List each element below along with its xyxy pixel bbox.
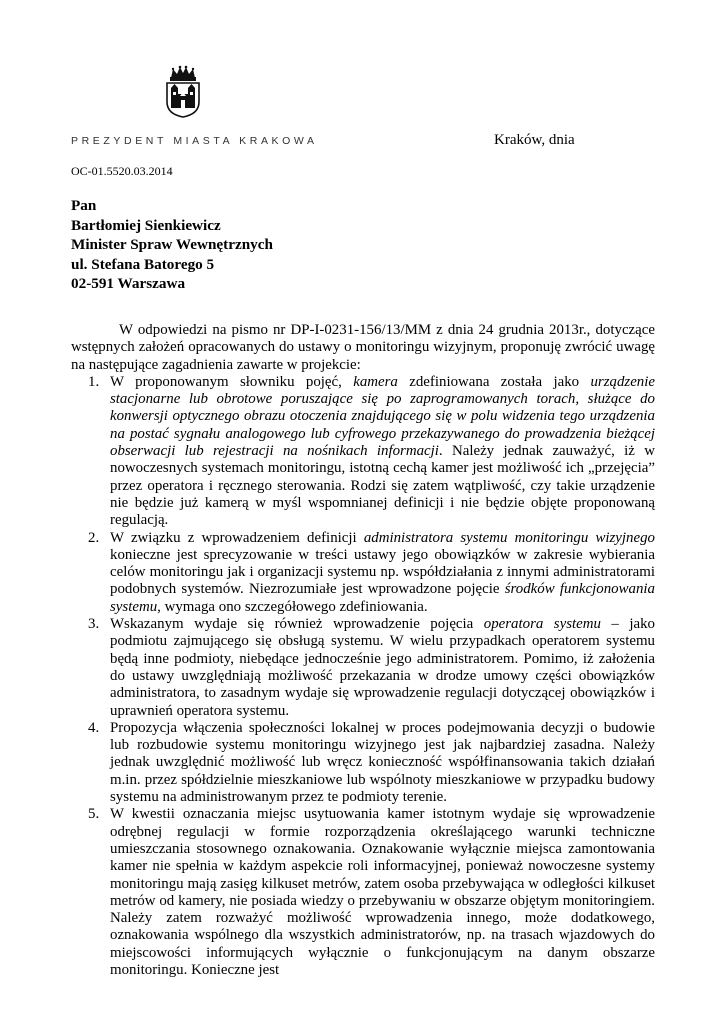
- addressee-city: 02-591 Warszawa: [71, 275, 186, 292]
- office-name: PREZYDENT MIASTA KRAKOWA: [71, 135, 318, 147]
- list-item: [71, 530, 655, 616]
- list-item: [71, 720, 655, 806]
- item-term: operatora systemu: [483, 616, 601, 633]
- addressee-name: Bartłomiej Sienkiewicz: [71, 216, 221, 234]
- item-text: konieczne jest sprecyzowanie w treści ustawy jego obowiązków w zakresie wybierania celów monitoringu jak i organizacji systemu np. współdziałania z innymi administratorami podobnych systemów. Niezrozumiałe jest wprowadzone pojęcie: [110, 546, 655, 598]
- item-term: środków funkcjonowania systemu: [110, 581, 655, 615]
- item-term: administratora systemu monitoringu wizyjnego: [363, 529, 655, 546]
- list-item: [71, 616, 655, 720]
- item-text: , wymaga ono szczegółowego zdefiniowania.: [157, 598, 428, 615]
- letter-body: [71, 322, 655, 979]
- item-text: – jako podmiotu zajmującego się obsługą systemu. W wielu przypadkach operatorem systemu będą inne podmioty, niebędące jednocześnie jego administratorem. Pomimo, iż założenia do ustawy uwzględniają możliwość przekazania w drodze umowy części obowiązków administratora, to zasadnym wydaje się wprowadzenie regulacji dotyczącej obowiązków i uprawnień operatora systemu.: [110, 616, 655, 719]
- item-text: zdefiniowana została jako: [397, 373, 591, 390]
- item-term: kamera: [353, 373, 398, 390]
- addressee-street: ul. Stefana Batorego 5: [71, 255, 215, 273]
- list-item: [71, 806, 655, 979]
- intro-paragraph: W odpowiedzi na pismo nr DP-I-0231-156/13/MM z dnia 24 grudnia 2013r., dotyczące wstępnych założeń opracowanych do ustawy o monitoringu wizyjnym, proponuję zwrócić uwagę na następujące zagadnienia zawarte w projekcie:: [71, 322, 655, 373]
- item-number: 5.: [88, 806, 100, 823]
- addressee-title: Minister Spraw Wewnętrznych: [71, 236, 273, 253]
- item-number: 4.: [88, 719, 100, 736]
- item-number: 3.: [88, 616, 100, 633]
- item-text: Propozycja włączenia społeczności lokalnej w proces podejmowania decyzji o budowie lub rozbudowie systemu monitoringu wizyjnego jest jak najbardziej zasadna. Należy jednak uwzględnić możliwość lub wręcz konieczność współfinansowania takich działań m.in. przez spółdzielnie mieszkaniowe lub wspólnoty mieszkaniowe w przypadku budowy systemu na administrowanym przez te podmioty terenie.: [110, 719, 655, 806]
- addressee-block: [71, 196, 273, 294]
- list-item: [71, 374, 655, 530]
- item-definition: urządzenie stacjonarne lub obrotowe poruszające się po zaprogramowanych torach, służące do konwersji optycznego obrazu otoczenia znajdującego się w polu widzenia tego urządzenia na postać sygnału analogowego lub cyfrowego przekazywanego do prowadzenia bieżącej obserwacji lub rejestracji na nośnikach informacji: [110, 373, 655, 460]
- krakow-coat-of-arms-icon: [163, 64, 203, 118]
- numbered-points: [71, 374, 655, 979]
- item-number: 2.: [88, 529, 100, 546]
- place-and-date: Kraków, dnia: [494, 132, 575, 148]
- item-number: 1.: [88, 373, 100, 390]
- addressee-salutation: Pan: [71, 197, 97, 214]
- item-text: . Należy jednak zauważyć, iż w nowoczesnych systemach monitoringu, istotną cechą kamer jest możliwość ich „przejęcia” przez operatora i ręcznego sterowania. Rodzi się zatem wątpliwość, czy takie urządzenie nie będzie już kamerą w myśl wspomnianej definicji i nie będzie objęte proponowaną regulacją.: [110, 443, 655, 529]
- item-text: Wskazanym wydaje się również wprowadzenie pojęcia: [110, 616, 484, 633]
- reference-number: OC-01.5520.03.2014: [71, 164, 173, 178]
- item-text: W związku z wprowadzeniem definicji: [110, 529, 364, 546]
- item-text: W kwestii oznaczania miejsc usytuowania kamer istotnym wydaje się wprowadzenie odrębnej regulacji w formie rozporządzenia określającego warunki techniczne umieszczania stosownego oznakowania. Oznakowanie wyłącznie miejsca zamontowania kamer nie spełnia w każdym aspekcie roli informacyjnej, ponieważ nowoczesne systemy monitoringu mają zasięg kilkuset metrów, zatem osoba przebywająca w odległości kilkuset metrów od kamery, nie posiada wiedzy o przebywaniu w obszarze objętym monitoringiem. Należy zatem rozważyć możliwość wprowadzenia innego, może dodatkowego, oznakowania wspólnego dla wszystkich administratorów, np. na trasach wjazdowych do miejscowości informujących wyłącznie o funkcjonującym na danym obszarze monitoringu. Konieczne jest: [110, 806, 655, 978]
- item-text: W proponowanym słowniku pojęć,: [110, 373, 354, 390]
